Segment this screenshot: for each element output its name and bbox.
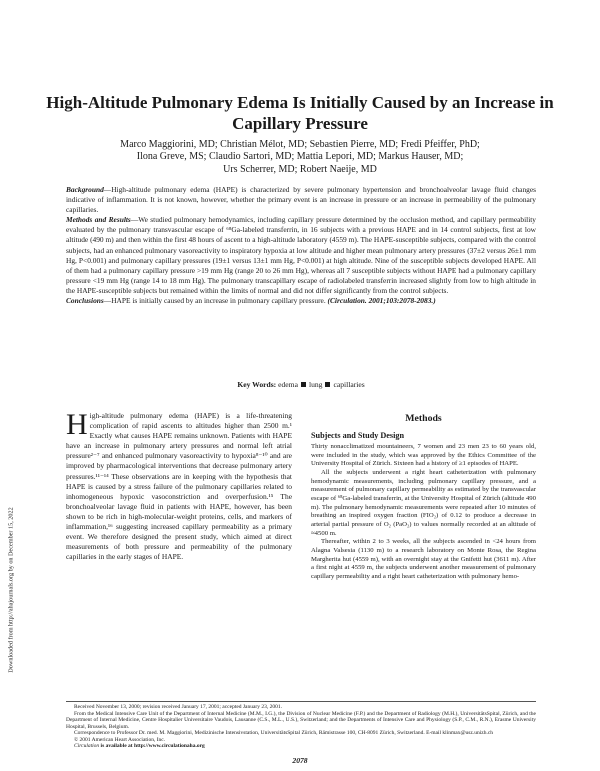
journal-name: Circulation <box>74 743 100 749</box>
conclusions-label: Conclusions <box>66 296 104 306</box>
intro-paragraph <box>66 408 292 562</box>
author-line: Marco Maggiorini, MD; Christian Mélot, MD; Sebastien Pierre, MD; Fredi Pfeiffer, PhD; <box>120 139 480 150</box>
download-note-text: Downloaded from http://ahajournals.org by on December 15, 2022 <box>7 507 15 673</box>
availability-text: is available at http://www.circulationaha.org <box>99 743 205 749</box>
footnote-affiliations: From the Medical Intensive Care Unit of the Department of Internal Medicine (M.M., I.G.), the Division of Nuclear Medicine (F.P.) and the Department of Radiology (M.H.), UniversitätsSpital, Zürich, and the Department of Internal Medicine, Centre Hospitalier Universitaire Vaudois, Lausanne (C.S., M.L., U.S.), Switzerland; and the Departments of Intensive Care and Physiology (S.P., C.M., R.N.), Erasme University Hospital, Brussels, Belgium. <box>66 710 536 730</box>
author-line: Urs Scherrer, MD; Robert Naeije, MD <box>223 163 377 175</box>
abstract-methods <box>66 215 536 296</box>
section-heading: Methods <box>405 413 442 424</box>
subsection-heading: Subjects and Study Design <box>311 431 405 440</box>
drop-cap: H <box>66 408 88 441</box>
keyword: lung <box>308 380 323 389</box>
methods-paragraph: Thirty nonacclimatized mountaineers, 7 women and 23 men 23 to 60 years old, were included in the study, which was approved by the Ethics Committee of the University Hospital of Zürich. Sixteen had a history of ≥1 episodes of HAPE. <box>311 443 536 468</box>
abstract <box>66 185 536 306</box>
introduction <box>66 408 292 562</box>
footnotes <box>66 704 536 750</box>
methods-paragraph: All the subjects underwent a right heart catheterization with pulmonary hemodynamic measurements, including pulmonary capillary pressure, and a measurement of pulmonary capillary permeability as estimated by the transvascular escape of ⁶⁸Ga-labeled transferrin, at the University Hospital of Zürich (altitude 490 m). The pulmonary hemodynamic measurements were repeated after 10 minutes of breathing an inspired oxygen fraction (FIO₂) of 0.12 to produce a decrease in arterial partial pressure of O₂ (PaO₂) to values normally recorded at an altitude of ≈4500 m. <box>311 468 536 537</box>
article-title: High-Altitude Pulmonary Edema Is Initially Caused by an Increase in Capillary Pressure <box>46 93 554 133</box>
abstract-conclusions <box>66 296 536 306</box>
conclusions-text: —HAPE is initially caused by an increase in pulmonary capillary pressure. <box>103 296 328 306</box>
methods-label: Methods and Results <box>66 215 131 225</box>
footnote-availability <box>66 743 536 750</box>
keywords <box>66 380 536 389</box>
citation: (Circulation. 2001;103:2078-2083.) <box>327 296 436 306</box>
footnote-divider <box>66 701 536 702</box>
square-bullet-icon <box>301 382 306 387</box>
download-note <box>1 470 21 710</box>
keyword: capillaries <box>333 380 365 389</box>
author-list <box>70 139 530 176</box>
background-text: —High-altitude pulmonary edema (HAPE) is characterized by severe pulmonary hypertension and bronchoalveolar lavage fluid changes indicative of inflammation. It is not known, however, whether the primary event is an increase in pressure or an increase in permeability of the pulmonary capillaries. <box>66 185 536 215</box>
footnote-copyright: © 2001 American Heart Association, Inc. <box>74 736 166 743</box>
page-number: 2078 <box>292 756 308 765</box>
intro-text: igh-altitude pulmonary edema (HAPE) is a life-threatening complication of rapid ascents to altitudes higher than 2500 m.¹ Exactly what causes HAPE remains unknown. Patients with HAPE have an increase in pulmonary artery pressures and normal left atrial pressure²⁻⁷ and enhanced pulmonary vasoreactivity to hypoxia⁸⁻¹⁰ and are improved by pharmacological interventions that decrease pulmonary artery pressures.¹¹⁻¹⁴ These observations are in keeping with the hypothesis that HAPE is caused by a stress failure of the pulmonary capillaries related to inhomogeneous hypoxic vasoconstriction and overperfusion.¹⁵ The bronchoalveolar lavage fluid in patients with HAPE, however, has been shown to be rich in high-molecular-weight proteins, cells, and markers of inflammation,¹⁶ suggesting increased capillary permeability as a primary event. We therefore designed the present study, which aimed at direct measurements of both pressure and permeability of the pulmonary capillaries in the early stages of HAPE. <box>66 411 292 562</box>
footnote-correspondence: Correspondence to Professor Dr. med. M. Maggiorini, Medizinische Intensivstation, UniversitätsSpital Zürich, Rämistrasse 100, CH-8091 Zürich, Switzerland. E-mail klinmax@usz.unizh.ch <box>74 730 494 736</box>
keywords-label: Key Words: <box>237 380 277 389</box>
square-bullet-icon <box>325 382 330 387</box>
author-line: Ilona Greve, MS; Claudio Sartori, MD; Mattia Lepori, MD; Markus Hauser, MD; <box>136 151 464 163</box>
methods-text: —We studied pulmonary hemodynamics, including capillary pressure determined by the occlusion method, and capillary permeability evaluated by the pulmonary transvascular escape of ⁶⁸Ga-labeled transferrin, in 16 subjects with a previous HAPE and in 14 control subjects, first at low altitude (490 m) and then within the first 48 hours of ascent to a high-altitude laboratory (4559 m). The HAPE-susceptible subjects, compared with the control subjects, had an enhanced pulmonary vasoreactivity to inspiratory hypoxia at low altitude and higher mean pulmonary artery pressures (37±2 versus 26±1 mm Hg, P<0.001) and pulmonary capillary pressures (19±1 versus 13±1 mm Hg, P<0.001) at high altitude. Nine of the susceptible subjects developed HAPE. All of them had a pulmonary capillary pressure >19 mm Hg (range 20 to 26 mm Hg), whereas all 7 susceptible subjects without HAPE had a pulmonary capillary pressure <19 mm Hg (range 14 to 18 mm Hg). The pulmonary transcapillary escape of radiolabeled transferrin increased slightly from low to high altitude in the HAPE-susceptible subjects but remained within the limits of normal and did not differ significantly from the control subjects. <box>66 215 536 295</box>
methods-section <box>311 413 536 582</box>
background-label: Background <box>66 185 104 194</box>
methods-paragraph: Thereafter, within 2 to 3 weeks, all the subjects ascended in <24 hours from Alagna Valsesia (1130 m) to a research laboratory on Monte Rosa, the Regina Margherita hut (4559 m), with an overnight stay at the Gnifetti hut (3611 m). After a first night at 4559 m, the subjects underwent another measurement of pulmonary capillary permeability and a right heart catheterization with pulmonary hemo- <box>311 538 536 580</box>
abstract-background <box>66 185 536 215</box>
keyword: edema <box>278 380 298 389</box>
footnote-received: Received November 13, 2000; revision received January 17, 2001; accepted January 23, 2001. <box>74 704 283 710</box>
